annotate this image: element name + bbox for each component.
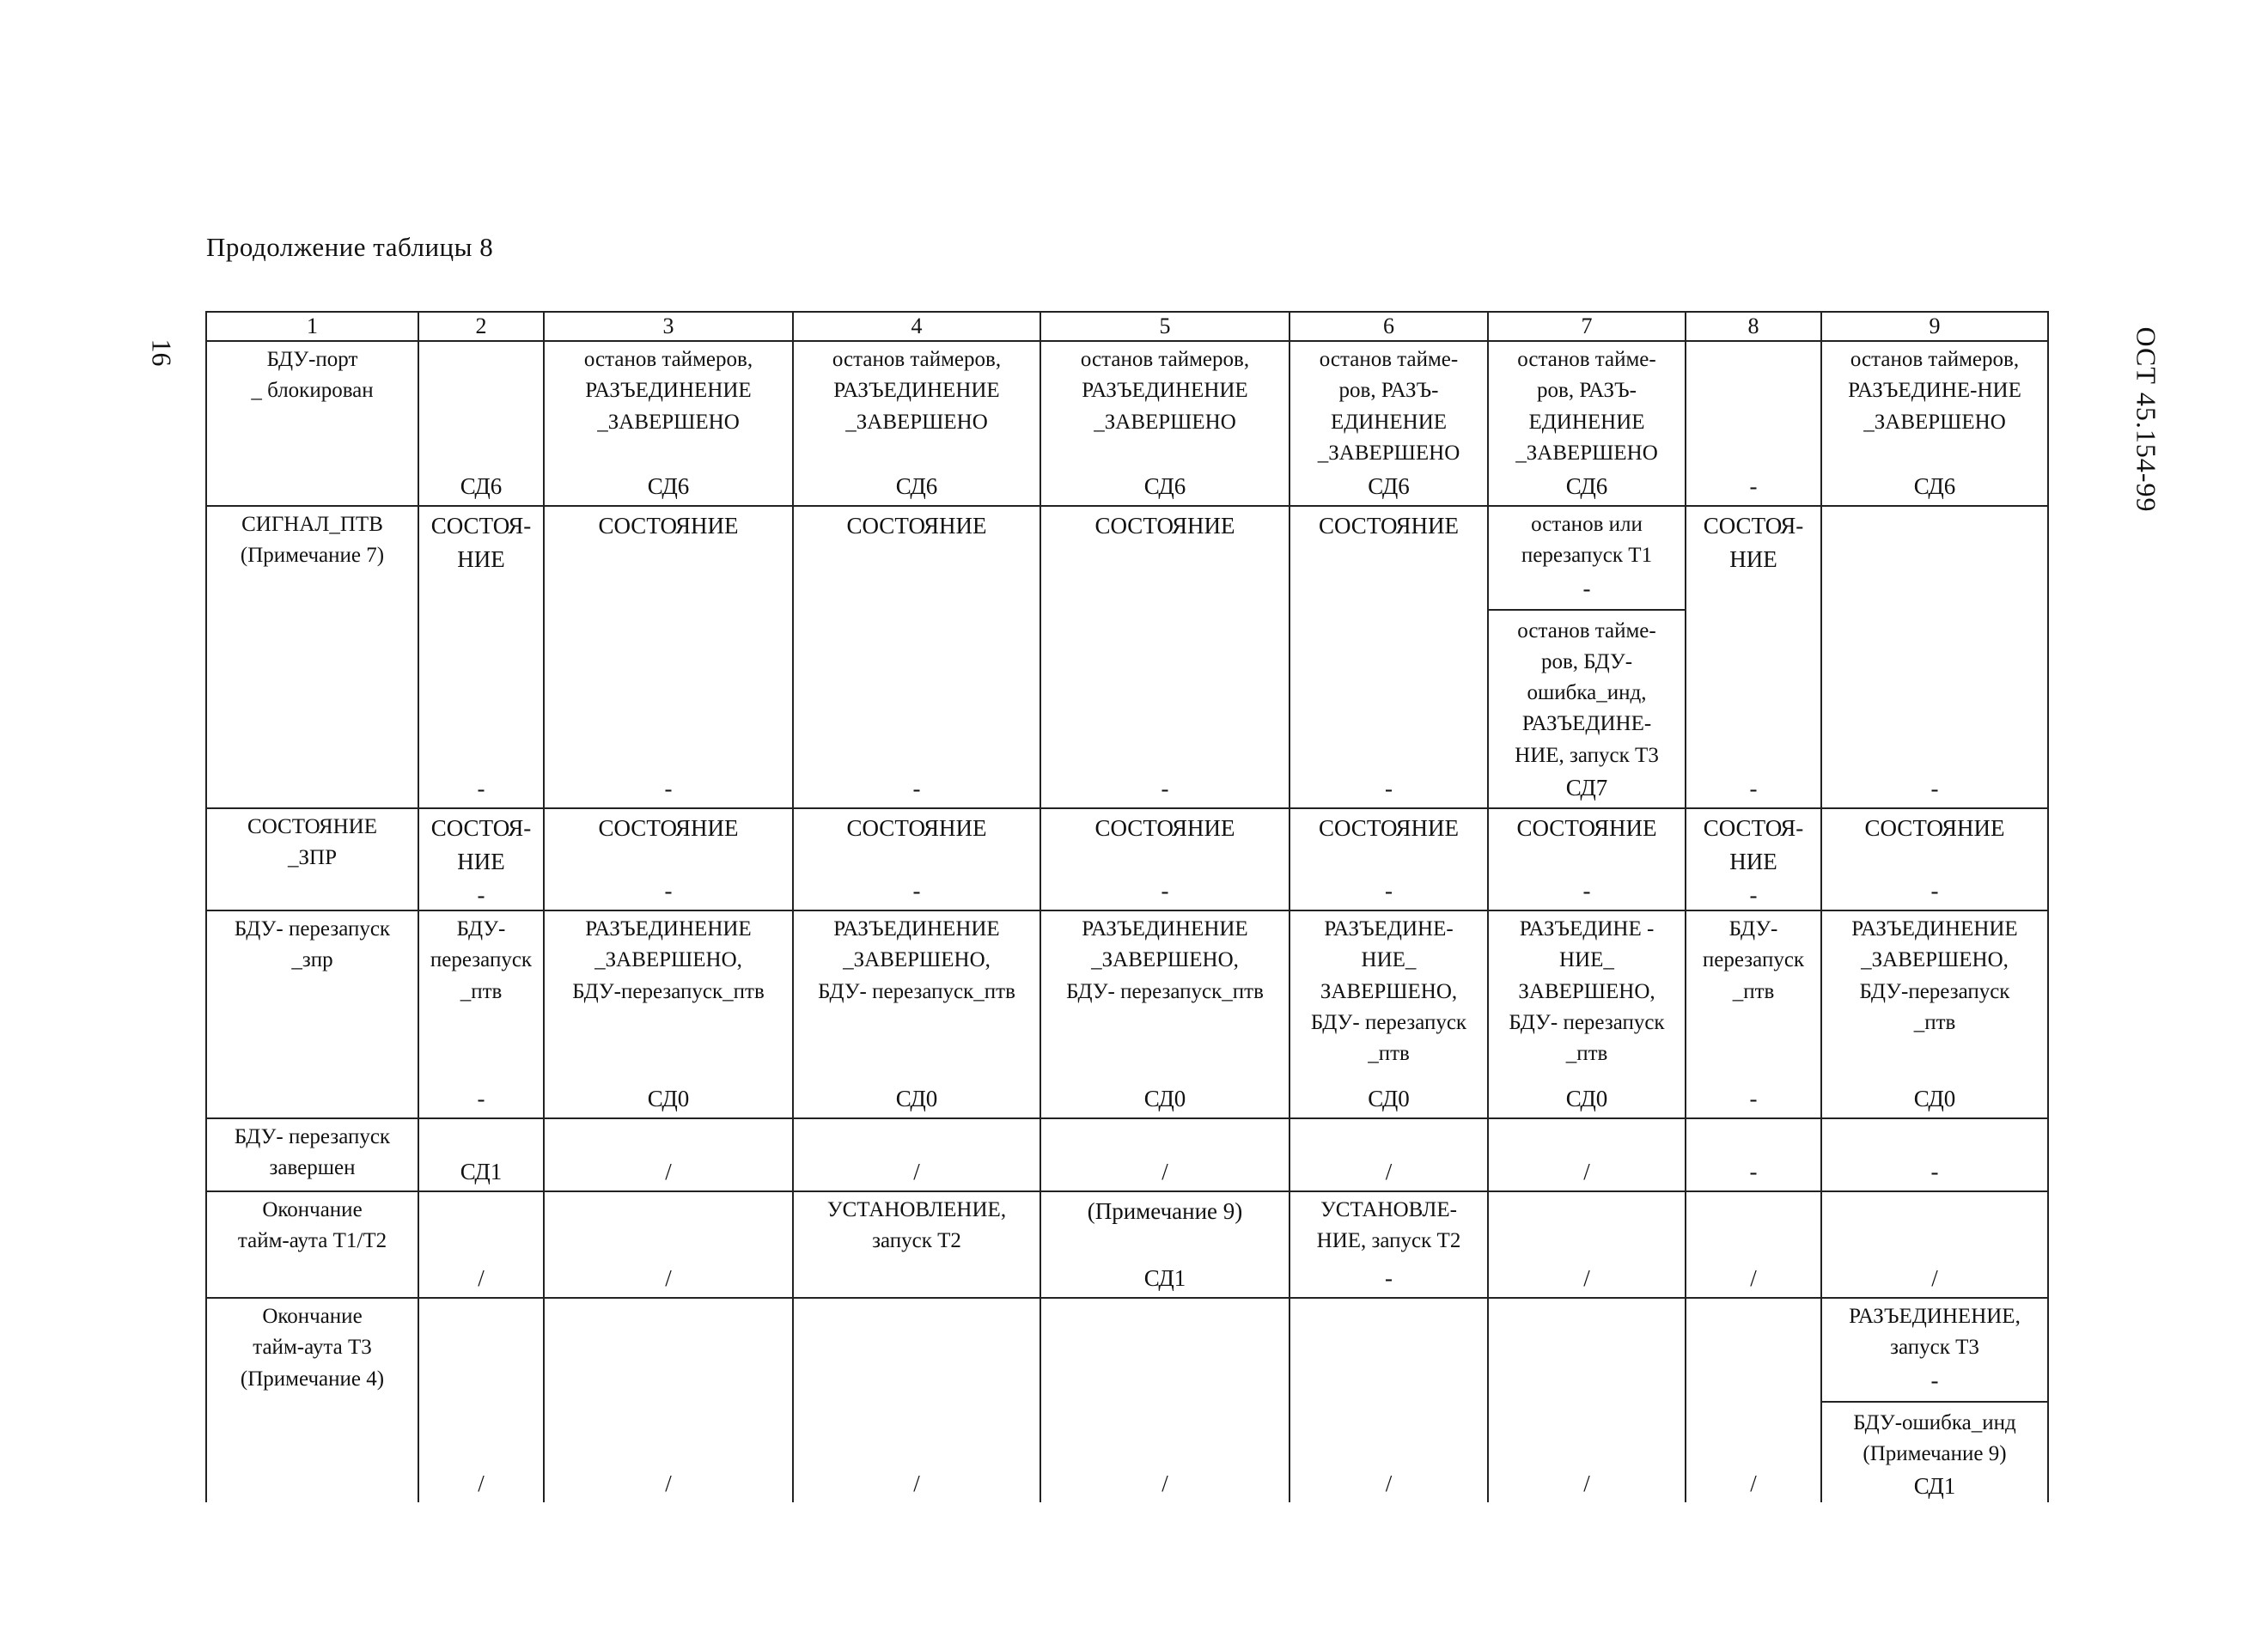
cell-action: РАЗЪЕДИНЕНИЕ _ЗАВЕРШЕНО, БДУ-перезапуск _птв bbox=[1851, 917, 2018, 1034]
cell-action: останов тайме- ров, РАЗЪ- ЕДИНЕНИЕ _ЗАВЕРШЕНО bbox=[1515, 348, 1658, 465]
header-row bbox=[206, 312, 2048, 341]
cell-next-state: - bbox=[1749, 1158, 1758, 1184]
state-cell bbox=[793, 1118, 1040, 1191]
cell-next-state: СД0 bbox=[895, 1085, 938, 1111]
state-cell bbox=[793, 1298, 1040, 1502]
event-label: Окончание тайм-аута Т1/Т2 bbox=[237, 1198, 387, 1253]
cell-action: СОСТОЯНИЕ bbox=[1094, 513, 1235, 539]
document-code: ОСТ 45.154-99 bbox=[2131, 326, 2162, 513]
cell-action: РАЗЪЕДИНЕНИЕ _ЗАВЕРШЕНО, БДУ- перезапуск_птв bbox=[818, 917, 1015, 1003]
cell-action: РАЗЪЕДИНЕ- НИЕ_ ЗАВЕРШЕНО, БДУ- перезапуск _птв bbox=[1310, 917, 1467, 1065]
cell-action: останов таймеров, РАЗЪЕДИНЕНИЕ _ЗАВЕРШЕНО bbox=[1080, 348, 1250, 434]
state-cell bbox=[1821, 910, 2048, 1118]
event-cell bbox=[206, 1298, 418, 1502]
state-cell bbox=[793, 910, 1040, 1118]
cell-next-state: СД6 bbox=[1913, 472, 1956, 499]
state-cell bbox=[544, 1298, 793, 1502]
event-cell bbox=[206, 808, 418, 910]
cell-action: СОСТОЯ- НИЕ bbox=[430, 513, 532, 573]
event-label: БДУ- перезапуск завершен bbox=[234, 1125, 391, 1180]
event-cell bbox=[206, 506, 418, 808]
column-header: 2 bbox=[418, 312, 544, 341]
cell-action: останов таймеров, РАЗЪЕДИНЕНИЕ _ЗАВЕРШЕНО bbox=[583, 348, 753, 434]
state-cell bbox=[1821, 1298, 2048, 1502]
cell-action: СОСТОЯ- НИЕ bbox=[1703, 815, 1804, 875]
cell-next-state: / bbox=[665, 1264, 672, 1291]
cell-next-state: / bbox=[1931, 1264, 1938, 1291]
cell-next-state: - bbox=[1749, 472, 1758, 499]
state-cell bbox=[1686, 1118, 1821, 1191]
cell-next-state: / bbox=[478, 1264, 485, 1291]
state-cell bbox=[1488, 506, 1686, 808]
transition-table bbox=[205, 311, 2049, 1502]
column-header: 8 bbox=[1686, 312, 1821, 341]
state-cell bbox=[418, 506, 544, 808]
state-cell bbox=[1686, 910, 1821, 1118]
column-header: 9 bbox=[1821, 312, 2048, 341]
cell-next-state: / bbox=[478, 1470, 485, 1496]
cell-action: РАЗЪЕДИНЕНИЕ _ЗАВЕРШЕНО, БДУ- перезапуск_птв bbox=[1066, 917, 1264, 1003]
state-cell bbox=[1488, 1298, 1686, 1502]
cell-action: УСТАНОВЛЕНИЕ, запуск Т2 bbox=[826, 1198, 1007, 1253]
cell-next-state: СД6 bbox=[1368, 472, 1410, 499]
state-cell bbox=[418, 1118, 544, 1191]
cell-action: СОСТОЯНИЕ bbox=[846, 815, 987, 841]
state-cell bbox=[1040, 341, 1289, 506]
cell-next-state: / bbox=[1161, 1158, 1168, 1184]
cell-next-state: - bbox=[1385, 775, 1393, 801]
cell-action: останов таймеров, РАЗЪЕДИНЕ-НИЕ _ЗАВЕРШЕНО bbox=[1848, 348, 2021, 434]
column-header: 6 bbox=[1289, 312, 1488, 341]
state-cell bbox=[1821, 506, 2048, 808]
state-cell bbox=[544, 506, 793, 808]
cell-action: БДУ- перезапуск _птв bbox=[430, 917, 533, 1003]
table-row bbox=[206, 910, 2048, 1118]
table-row bbox=[206, 341, 2048, 506]
cell-next-state: / bbox=[913, 1470, 920, 1496]
cell-next-state: - bbox=[912, 877, 921, 904]
state-cell bbox=[793, 808, 1040, 910]
cell-next-state: / bbox=[665, 1470, 672, 1496]
cell-next-state: / bbox=[1385, 1470, 1393, 1496]
state-cell bbox=[1289, 1191, 1488, 1298]
state-cell bbox=[1821, 1118, 2048, 1191]
cell-next-state: СД0 bbox=[1368, 1085, 1410, 1111]
cell-next-state: СД0 bbox=[1143, 1085, 1186, 1111]
state-cell bbox=[1488, 341, 1686, 506]
state-cell bbox=[1488, 1118, 1686, 1191]
cell-next-state: - bbox=[1930, 877, 1939, 904]
cell-next-state: / bbox=[1750, 1264, 1757, 1291]
table-row bbox=[206, 1191, 2048, 1298]
cell-next-state: / bbox=[1583, 1470, 1590, 1496]
state-cell bbox=[1289, 808, 1488, 910]
cell-next-state: СД6 bbox=[647, 472, 690, 499]
state-cell bbox=[544, 1118, 793, 1191]
table-row bbox=[206, 1118, 2048, 1191]
state-cell bbox=[1686, 808, 1821, 910]
state-cell bbox=[1289, 1298, 1488, 1502]
cell-action-alt: останов тайме- ров, БДУ- ошибка_инд, РАЗЪЕДИНЕ- НИЕ, запуск Т3 bbox=[1515, 618, 1659, 767]
cell-next-state: - bbox=[1749, 775, 1758, 801]
state-cell bbox=[1040, 1118, 1289, 1191]
cell-next-state: - bbox=[477, 775, 485, 801]
cell-next-state-alt: СД1 bbox=[1913, 1473, 1956, 1500]
cell-action: СОСТОЯНИЕ bbox=[598, 513, 739, 539]
cell-next-state: - bbox=[664, 775, 673, 801]
state-cell bbox=[544, 341, 793, 506]
state-cell bbox=[793, 1191, 1040, 1298]
column-header: 7 bbox=[1488, 312, 1686, 341]
cell-next-state: - bbox=[1385, 1264, 1393, 1291]
event-label: СОСТОЯНИЕ _ЗПР bbox=[247, 815, 377, 870]
table-row bbox=[206, 1298, 2048, 1502]
cell-next-state: СД6 bbox=[460, 472, 503, 499]
table-row bbox=[206, 506, 2048, 808]
state-cell bbox=[1040, 1191, 1289, 1298]
cell-action: РАЗЪЕДИНЕНИЕ _ЗАВЕРШЕНО, БДУ-перезапуск_птв bbox=[572, 917, 765, 1003]
column-header: 4 bbox=[793, 312, 1040, 341]
state-cell bbox=[418, 910, 544, 1118]
cell-next-state: / bbox=[1750, 1470, 1757, 1496]
event-cell bbox=[206, 341, 418, 506]
cell-action: СОСТОЯНИЕ bbox=[598, 815, 739, 841]
cell-next-state: СД1 bbox=[460, 1158, 503, 1184]
page-number: 16 bbox=[146, 338, 178, 367]
table-row bbox=[206, 808, 2048, 910]
table-caption: Продолжение таблицы 8 bbox=[206, 232, 494, 262]
cell-next-state: СД0 bbox=[647, 1085, 690, 1111]
state-cell bbox=[1289, 1118, 1488, 1191]
cell-next-state: - bbox=[1749, 882, 1758, 909]
state-cell bbox=[1040, 808, 1289, 910]
cell-next-state: СД6 bbox=[1143, 472, 1186, 499]
event-cell bbox=[206, 910, 418, 1118]
cell-next-state: СД6 bbox=[895, 472, 938, 499]
cell-action: СОСТОЯНИЕ bbox=[846, 513, 987, 539]
cell-next-state: - bbox=[1930, 1367, 1939, 1393]
cell-next-state: - bbox=[1930, 1158, 1939, 1184]
state-cell bbox=[1488, 808, 1686, 910]
state-cell bbox=[1040, 1298, 1289, 1502]
cell-next-state: СД0 bbox=[1913, 1085, 1956, 1111]
event-cell bbox=[206, 1118, 418, 1191]
event-label: СИГНАЛ_ПТВ (Примечание 7) bbox=[240, 513, 385, 568]
state-cell bbox=[544, 808, 793, 910]
cell-next-state: - bbox=[1930, 775, 1939, 801]
cell-next-state: / bbox=[1385, 1158, 1393, 1184]
state-cell bbox=[418, 341, 544, 506]
state-cell bbox=[1040, 506, 1289, 808]
cell-next-state: / bbox=[1161, 1470, 1168, 1496]
cell-action: СОСТОЯНИЕ bbox=[1864, 815, 2005, 841]
cell-action-alt: БДУ-ошибка_инд (Примечание 9) bbox=[1853, 1410, 2016, 1465]
event-label: Окончание тайм-аута Т3 (Примечание 4) bbox=[240, 1305, 385, 1391]
cell-next-state: - bbox=[1385, 877, 1393, 904]
event-cell bbox=[206, 1191, 418, 1298]
cell-next-state: СД0 bbox=[1565, 1085, 1608, 1111]
cell-action: СОСТОЯНИЕ bbox=[1516, 815, 1657, 841]
state-cell bbox=[1488, 1191, 1686, 1298]
cell-next-state: - bbox=[1582, 575, 1591, 601]
cell-next-state: - bbox=[477, 882, 485, 909]
cell-next-state: СД6 bbox=[1565, 472, 1608, 499]
state-cell bbox=[1488, 910, 1686, 1118]
cell-next-state: - bbox=[1161, 775, 1169, 801]
cell-action: РАЗЪЕДИНЕ - НИЕ_ ЗАВЕРШЕНО, БДУ- перезапуск _птв bbox=[1509, 917, 1665, 1065]
cell-next-state: - bbox=[1582, 877, 1591, 904]
cell-next-state: - bbox=[477, 1085, 485, 1111]
column-header: 5 bbox=[1040, 312, 1289, 341]
cell-action: останов тайме- ров, РАЗЪ- ЕДИНЕНИЕ _ЗАВЕРШЕНО bbox=[1317, 348, 1460, 465]
cell-next-state: / bbox=[1583, 1158, 1590, 1184]
cell-action: СОСТОЯНИЕ bbox=[1318, 513, 1460, 539]
cell-action: СОСТОЯНИЕ bbox=[1318, 815, 1460, 841]
cell-action: УСТАНОВЛЕ- НИЕ, запуск Т2 bbox=[1316, 1198, 1461, 1253]
cell-next-state: СД1 bbox=[1143, 1264, 1186, 1291]
cell-action: останов или перезапуск Т1 bbox=[1521, 513, 1653, 568]
state-cell bbox=[1289, 341, 1488, 506]
state-cell bbox=[1686, 341, 1821, 506]
state-cell bbox=[1686, 1298, 1821, 1502]
event-label: БДУ-порт _ блокирован bbox=[251, 348, 374, 403]
state-cell bbox=[1821, 808, 2048, 910]
event-label: БДУ- перезапуск _зпр bbox=[234, 917, 391, 972]
cell-action: СОСТОЯНИЕ bbox=[1094, 815, 1235, 841]
state-cell bbox=[1289, 506, 1488, 808]
cell-action: СОСТОЯ- НИЕ bbox=[1703, 513, 1804, 573]
cell-next-state: / bbox=[1583, 1264, 1590, 1291]
cell-action: (Примечание 9) bbox=[1087, 1198, 1243, 1224]
state-cell bbox=[793, 506, 1040, 808]
state-cell bbox=[1289, 910, 1488, 1118]
cell-next-state: - bbox=[664, 877, 673, 904]
cell-action: СОСТОЯ- НИЕ bbox=[430, 815, 532, 875]
state-cell bbox=[1686, 1191, 1821, 1298]
state-cell bbox=[1686, 506, 1821, 808]
state-cell bbox=[418, 808, 544, 910]
state-cell bbox=[544, 910, 793, 1118]
cell-action: БДУ- перезапуск _птв bbox=[1702, 917, 1805, 1003]
cell-next-state: - bbox=[1749, 1085, 1758, 1111]
cell-next-state-alt: СД7 bbox=[1565, 774, 1608, 801]
cell-next-state: - bbox=[1161, 877, 1169, 904]
cell-action: останов таймеров, РАЗЪЕДИНЕНИЕ _ЗАВЕРШЕНО bbox=[832, 348, 1002, 434]
state-cell bbox=[544, 1191, 793, 1298]
cell-next-state: - bbox=[912, 775, 921, 801]
cell-action: РАЗЪЕДИНЕНИЕ, запуск Т3 bbox=[1849, 1305, 2021, 1360]
state-cell bbox=[1821, 341, 2048, 506]
column-header: 1 bbox=[206, 312, 418, 341]
state-cell bbox=[793, 341, 1040, 506]
cell-next-state: / bbox=[913, 1158, 920, 1184]
state-cell bbox=[1040, 910, 1289, 1118]
state-cell bbox=[418, 1191, 544, 1298]
state-cell bbox=[418, 1298, 544, 1502]
state-cell bbox=[1821, 1191, 2048, 1298]
cell-next-state: / bbox=[665, 1158, 672, 1184]
column-header: 3 bbox=[544, 312, 793, 341]
